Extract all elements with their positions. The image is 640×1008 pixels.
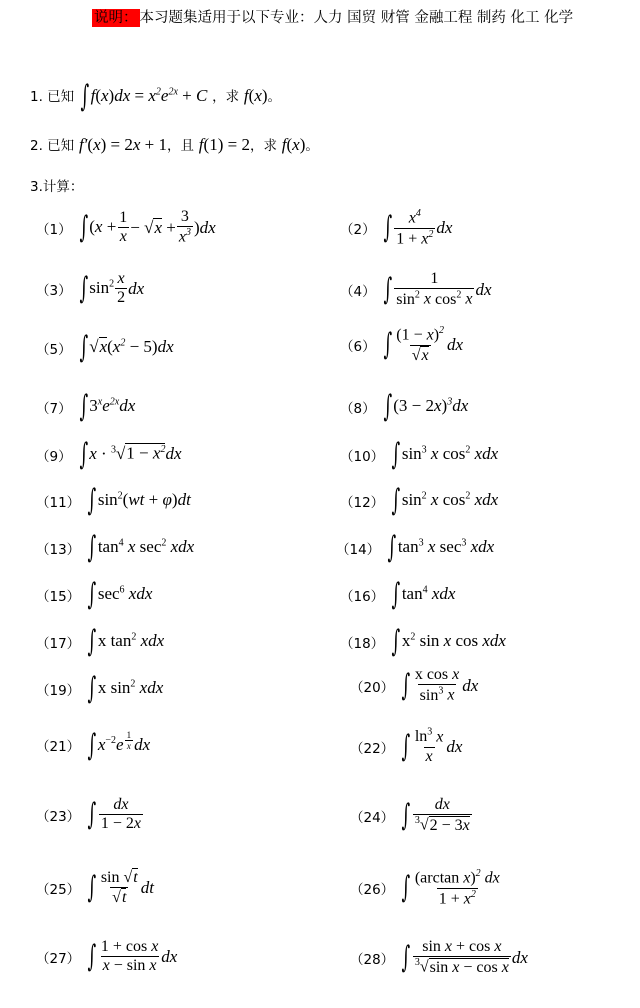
exercise-17: （17） ∫x $\tan^2$ xdx — [36, 624, 165, 659]
exercise-24: （24） ∫ $\frac{dx}{^3√2 - 3x}$ — [350, 796, 470, 834]
exercise-number: （28） — [350, 951, 395, 968]
exercise-28: （28） ∫ $\frac{\text{sin x + cos x}}{^3√\sin x - \cos x}$ dx — [350, 938, 528, 976]
exercise-number: （11） — [36, 495, 81, 511]
exercise-number: （4） — [340, 283, 376, 300]
exercise-number: （8） — [340, 401, 376, 417]
exercise-8: （8） $\int(3 - 2x)^3dx$ — [340, 389, 469, 424]
exercise-number: （13） — [36, 542, 81, 558]
exercise-number: （25） — [36, 881, 81, 898]
exercise-11: （11） $\int\sin^2(wt + \varphi)dt$ — [36, 483, 191, 518]
exercise-21: （21） $\int x^{-2}e$ $^{\frac{1}{x}}$ dx — [36, 727, 151, 763]
q2-target: f(x) — [281, 135, 306, 154]
question-3-heading: 3.计算： — [30, 179, 84, 195]
exercise-16: （16） $\int\tan^4$ xdx — [340, 577, 456, 612]
exercise-7: （7） $\int 3^xe^{2x}dx$ — [36, 389, 136, 424]
exercise-number: （9） — [36, 449, 72, 465]
exercise-number: （24） — [350, 809, 395, 826]
exercise-number: （18） — [340, 636, 385, 652]
exercise-number: （17） — [36, 636, 81, 652]
question-2 — [30, 134, 319, 155]
exercise-number: （26） — [350, 882, 395, 899]
exercise-9: （9） $\int x \cdot ^3√1 - x^2dx$ — [36, 437, 182, 472]
exercise-number: （10） — [340, 449, 385, 465]
exercise-number: （23） — [36, 808, 81, 825]
exercise-number: （16） — [340, 589, 385, 605]
exercise-2: （2） ∫ $\frac{x^4}{1 + x^2}$ dx — [340, 208, 453, 248]
exercise-23: （23） ∫ $\frac{dx}{1 - 2x}$ — [36, 796, 141, 833]
q2-formula: f′(x) = 2x + 1 — [78, 135, 168, 154]
header-note — [92, 6, 573, 27]
exercise-number: （7） — [36, 401, 72, 417]
exercise-27: （27） ∫ $\frac{\text{1 + cos x}}{\text{x − sin x}}$ dx — [36, 938, 178, 975]
exercise-number: （14） — [336, 542, 381, 558]
q2-condition: f(1) = 2 — [198, 135, 250, 154]
exercise-number: （2） — [340, 222, 376, 239]
exercise-number: （21） — [36, 739, 81, 756]
exercise-number: （15） — [36, 589, 81, 605]
exercise-12: （12） $\int\sin^2$ x $\cos^2$ xdx — [340, 483, 499, 518]
q2-end: 。 — [305, 138, 319, 154]
exercise-14: （14） $\int\tan^3$ x $\sec^3$ xdx — [336, 530, 495, 565]
exercise-number: （22） — [350, 740, 395, 757]
exercise-4: （4） ∫ $\frac{1}{\sin^2 x \cos^2 x}$ dx — [340, 270, 492, 308]
exercise-6: （6） ∫ $\frac{(1 - x)^2}{√x}$ dx — [340, 325, 464, 364]
question-1 — [30, 79, 282, 114]
q2-mid1: ，且 — [167, 138, 195, 154]
exercise-number: （6） — [340, 339, 376, 356]
exercise-number: （19） — [36, 683, 81, 699]
q1-target: f(x) — [243, 85, 268, 105]
q2-mid2: ，求 — [249, 138, 277, 154]
exercise-19: （19） ∫x $\sin^2$ xdx — [36, 671, 164, 706]
exercise-13: （13） $\int\tan^4$ x $\sec^2$ xdx — [36, 530, 195, 565]
exercise-number: （20） — [350, 679, 395, 696]
q2-prefix: 2. 已知 — [30, 138, 75, 154]
exercise-number: （12） — [340, 495, 385, 511]
exercise-26: （26） ∫ $\frac{(\arctan x)^2 dx}{1 + x^2}$ — [350, 868, 500, 908]
exercise-number: （3） — [36, 282, 72, 299]
q1-prefix: 1. 已知 — [30, 88, 75, 105]
exercise-10: （10） $\int\sin^3$ x $\cos^2$ xdx — [340, 437, 499, 472]
note-label: 说明： — [94, 10, 138, 26]
q1-mid: ，求 — [212, 88, 240, 105]
note-text: 本习题集适用于以下专业：人力 国贸 财管 金融工程 制药 化工 化学 — [139, 10, 574, 26]
exercise-number: （27） — [36, 950, 81, 967]
exercise-22: （22） ∫ $\frac{\ln^3 x}{x}$ dx — [350, 727, 463, 765]
q1-formula: $\int f(x)dx = x^2e^{2x} + C$ — [80, 79, 208, 114]
exercise-number: （5） — [36, 342, 72, 358]
q1-end: 。 — [267, 88, 282, 105]
exercise-1: （1） ∫(x + $\frac{1}{x}$ − √x + $\frac{3}{x^3}$ )dx — [36, 208, 216, 246]
exercise-18: （18） $\int x^2$ sin x cos xdx — [340, 624, 506, 659]
exercise-3: （3） $\int\sin^2$ $\frac{x}{2}$ dx — [36, 270, 145, 307]
exercise-25: （25） ∫ $\frac{\sin √t}{√t}$ dt — [36, 869, 154, 907]
exercise-number: （1） — [36, 221, 72, 238]
exercise-5: （5） $\int√x(x^2 - 5)dx$ — [36, 330, 174, 365]
exercise-20: （20） ∫ $\frac{\text{x cos x}}{\sin^3 x}$ dx — [350, 666, 479, 704]
exercise-15: （15） $\int\sec^6$ xdx — [36, 577, 153, 612]
